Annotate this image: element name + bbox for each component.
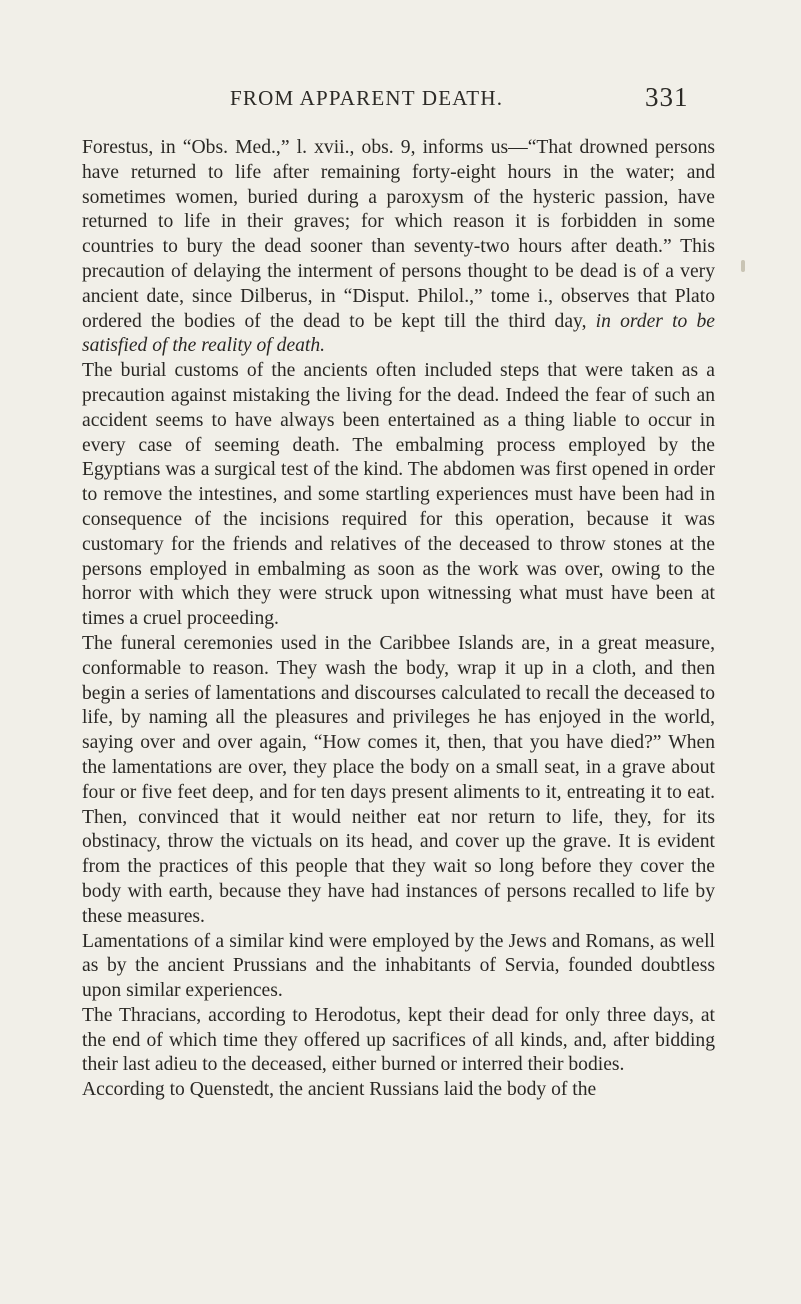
paragraph-1: [82, 136, 715, 359]
body-text: [82, 136, 715, 1103]
paragraph-1-italic-text: in order to be satisfied of the reality of death.: [82, 310, 715, 357]
paragraph-3: The funeral ceremonies used in the Caribbee Islands are, in a great measure, conformable to reason. They wash the body, wrap it up in a cloth, and then begin a series of lamentations and discourses calculated to recall the deceased to life, by naming all the pleasures and privileges he has enjoyed in the world, saying over and over again, “How comes it, then, that you have died?” When the lamentations are over, they place the body on a small seat, in a grave about four or five feet deep, and for ten days present aliments to it, entreating it to eat. Then, convinced that it would neither eat nor return to life, they, for its obstinacy, throw the victuals on its head, and cover up the grave. It is evident from the practices of this people that they wait so long before they cover the body with earth, because they have had instances of persons recalled to life by these measures.: [82, 632, 715, 927]
paper-speck: [741, 260, 745, 272]
running-head: [0, 80, 801, 110]
running-title: FROM APPARENT DEATH.: [230, 86, 504, 110]
paragraph-6: According to Quenstedt, the ancient Russians laid the body of the: [82, 1079, 597, 1101]
paragraph-4: Lamentations of a similar kind were employed by the Jews and Romans, as well as by the ancient Prussians and the inhabitants of Servia, founded doubtless upon similar experiences.: [82, 930, 715, 1002]
paragraph-5: The Thracians, according to Herodotus, kept their dead for only three days, at the end of which time they offered up sacrifices of all kinds, and, after bidding their last adieu to the deceased, either burned or interred their bodies.: [82, 1004, 715, 1076]
paragraph-2: The burial customs of the ancients often included steps that were taken as a precaution against mistaking the living for the dead. Indeed the fear of such an accident seems to have always been entertained as a thing liable to occur in every case of seeming death. The embalming process employed by the Egyptians was a surgical test of the kind. The abdomen was first opened in order to remove the intestines, and some startling experiences must have been had in consequence of the incisions required for this operation, because it was customary for the friends and relatives of the deceased to throw stones at the persons employed in embalming as soon as the work was over, owing to the horror with which they were struck upon witnessing what must have been at times a cruel proceeding.: [82, 360, 715, 630]
page-number: 331: [645, 82, 689, 112]
paragraph-1-text: Forestus, in “Obs. Med.,” l. xvii., obs. 9, informs us—“That drowned persons have returned to life after remaining forty-eight hours in the water; and sometimes women, buried during a paroxysm of the hysteric passion, have returned to life in their graves; for which reason it is forbidden in some countries to bury the dead sooner than seventy-two hours after death.” This precaution of delaying the interment of persons thought to be dead is of a very ancient date, since Dilberus, in “Disput. Philol.,” tome i., observes that Plato ordered the bodies of the dead to be kept till the third day,: [82, 137, 715, 332]
